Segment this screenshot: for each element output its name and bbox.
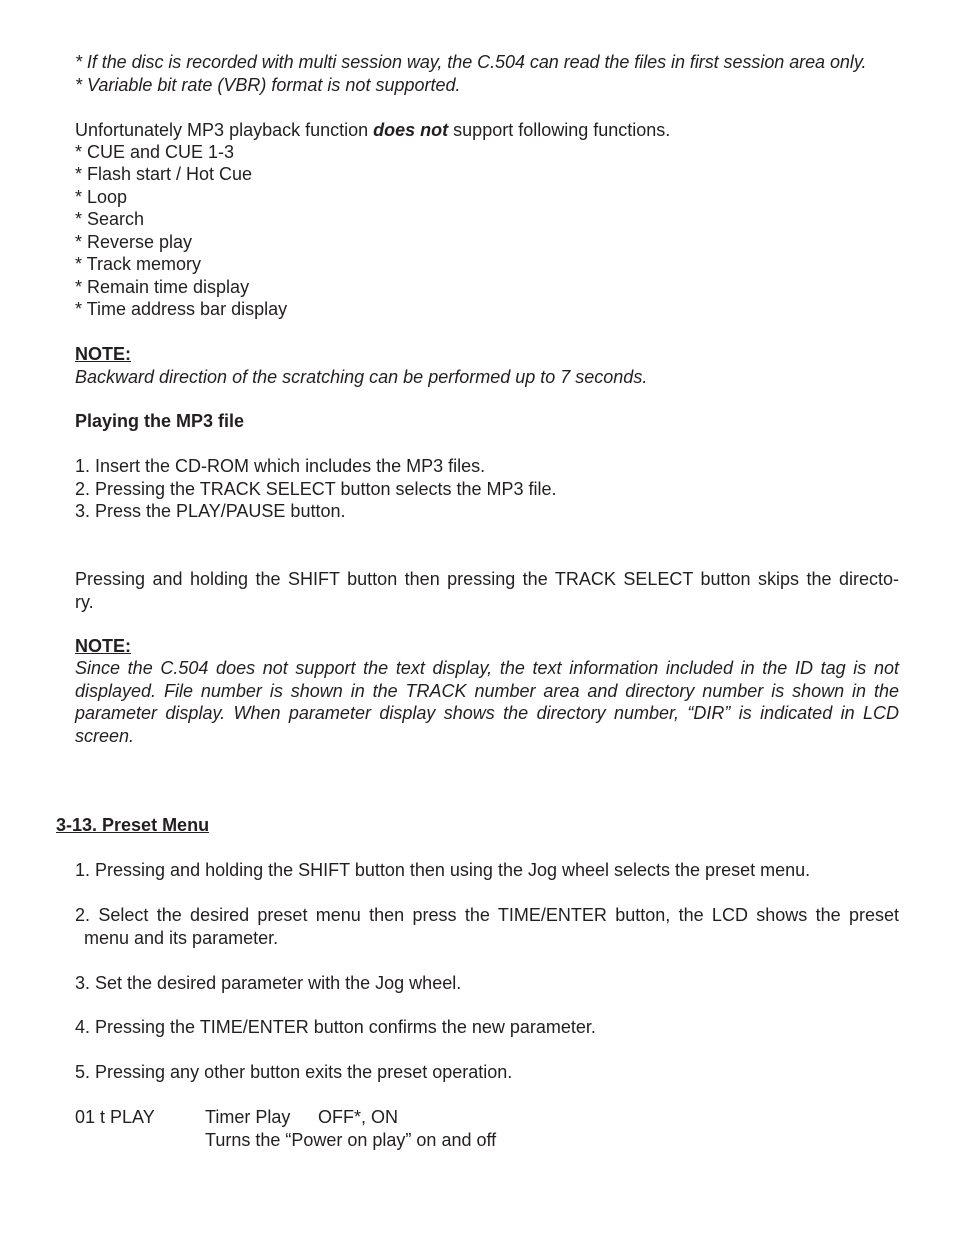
note-vbr: * Variable bit rate (VBR) format is not supported. bbox=[75, 75, 461, 95]
unsupported-intro-before: Unfortunately MP3 playback function bbox=[75, 120, 374, 140]
note-text-line: screen. bbox=[75, 726, 135, 746]
section-heading-preset-menu: 3-13. Preset Menu bbox=[56, 815, 210, 835]
unsupported-intro-emphasis: does not bbox=[373, 120, 449, 140]
playing-step: 2. Pressing the TRACK SELECT button selects the MP3 file. bbox=[75, 479, 557, 499]
unsupported-item: * Time address bar display bbox=[75, 299, 288, 319]
preset-entry-code: 01 t PLAY bbox=[75, 1107, 155, 1127]
unsupported-item: * Search bbox=[75, 209, 145, 229]
skip-directory-line2: ry. bbox=[75, 592, 94, 612]
unsupported-item: * CUE and CUE 1-3 bbox=[75, 142, 235, 162]
unsupported-item: * Reverse play bbox=[75, 232, 193, 252]
preset-entry-options: OFF*, ON bbox=[318, 1107, 398, 1127]
note-text-line: displayed. File number is shown in the TRACK number area and directory number is shown in the bbox=[75, 681, 899, 701]
unsupported-item: * Loop bbox=[75, 187, 128, 207]
note-text: Backward direction of the scratching can be performed up to 7 seconds. bbox=[75, 367, 648, 387]
playing-step: 3. Press the PLAY/PAUSE button. bbox=[75, 501, 346, 521]
note-text-line: parameter display. When parameter display shows the directory number, “DIR” is indicated in LCD bbox=[75, 703, 899, 723]
note-heading: NOTE: bbox=[75, 344, 131, 364]
note-multisession: * If the disc is recorded with multi session way, the C.504 can read the files in first session area only. bbox=[75, 52, 867, 72]
unsupported-intro-after: support following functions. bbox=[448, 120, 671, 140]
preset-entry-name: Timer Play bbox=[205, 1107, 291, 1127]
note-text-line: Since the C.504 does not support the text display, the text information included in the ID tag is not bbox=[75, 658, 899, 678]
preset-step-continuation: menu and its parameter. bbox=[84, 928, 279, 948]
unsupported-item: * Remain time display bbox=[75, 277, 250, 297]
preset-step: 1. Pressing and holding the SHIFT button then using the Jog wheel selects the preset menu. bbox=[75, 860, 811, 880]
section-heading-playing: Playing the MP3 file bbox=[75, 411, 245, 431]
playing-step: 1. Insert the CD-ROM which includes the MP3 files. bbox=[75, 456, 486, 476]
preset-step: 5. Pressing any other button exits the preset operation. bbox=[75, 1062, 513, 1082]
preset-step: 3. Set the desired parameter with the Jog wheel. bbox=[75, 973, 462, 993]
skip-directory-line1: Pressing and holding the SHIFT button then pressing the TRACK SELECT button skips the directo- bbox=[75, 569, 899, 589]
unsupported-intro bbox=[75, 119, 670, 141]
preset-step: 4. Pressing the TIME/ENTER button confirms the new parameter. bbox=[75, 1017, 596, 1037]
unsupported-item: * Flash start / Hot Cue bbox=[75, 164, 253, 184]
note-heading: NOTE: bbox=[75, 636, 131, 656]
unsupported-item: * Track memory bbox=[75, 254, 202, 274]
preset-entry-description: Turns the “Power on play” on and off bbox=[205, 1130, 497, 1150]
preset-step: 2. Select the desired preset menu then press the TIME/ENTER button, the LCD shows the preset bbox=[75, 905, 899, 925]
